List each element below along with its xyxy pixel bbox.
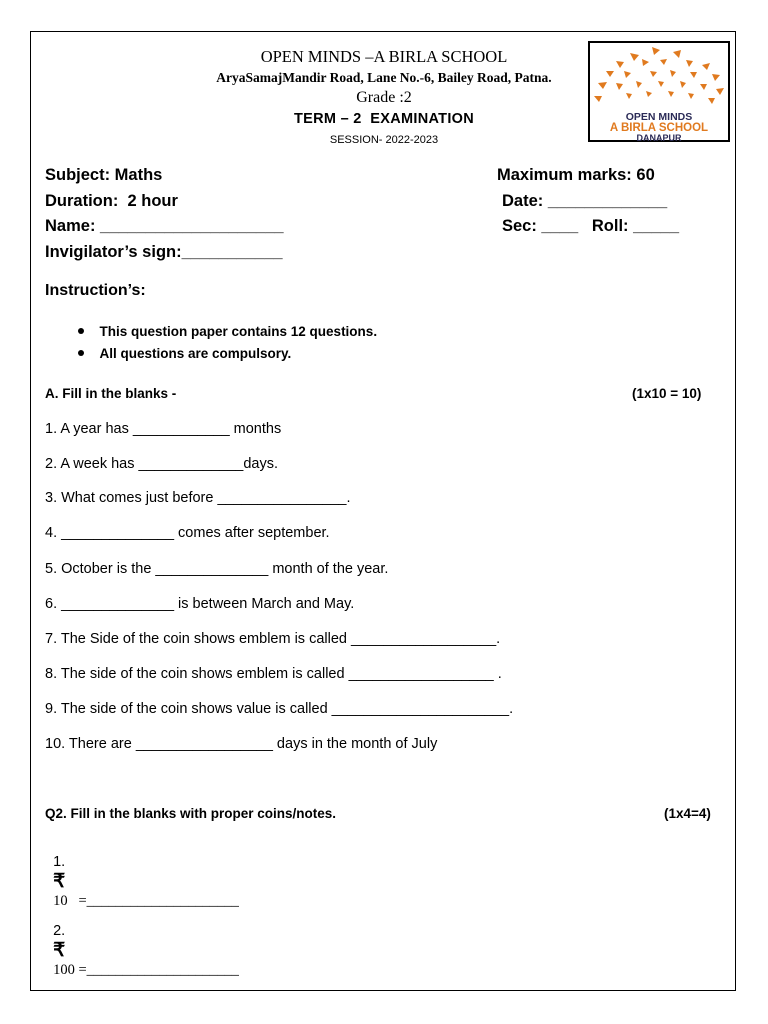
rupee-icon: ₹: [53, 871, 66, 892]
session-label: SESSION- 2022-2023: [329, 134, 439, 146]
question-item: 10. There are _________________ days in the month of July: [45, 736, 438, 752]
q2-item-amount: 10 =_____________________: [53, 893, 239, 909]
section-q2-marks: (1x4=4): [664, 806, 711, 821]
invigilator-sign-field: Invigilator’s sign:___________: [45, 243, 283, 261]
logo-text-line2: A BIRLA SCHOOL: [609, 122, 709, 134]
question-item: 3. What comes just before ________________.: [45, 490, 351, 506]
school-logo: [588, 41, 730, 142]
exam-title: TERM – 2 EXAMINATION: [293, 111, 475, 127]
question-item: 1. A year has ____________ months: [45, 421, 282, 437]
subject-label: Subject: Maths: [45, 166, 163, 184]
instruction-item: [70, 331, 291, 361]
question-item: 7. The Side of the coin shows emblem is called __________________.: [45, 631, 501, 647]
duration-label: Duration: 2 hour: [45, 192, 178, 210]
question-item: 8. The side of the coin shows emblem is called __________________ .: [45, 666, 502, 682]
section-q2-title: Q2. Fill in the blanks with proper coins/notes.: [45, 806, 337, 821]
question-item: 2. A week has _____________days.: [45, 456, 278, 472]
section-a-marks: (1x10 = 10): [632, 386, 702, 401]
logo-text-line1: OPEN MINDS: [625, 111, 693, 123]
q2-item: [45, 907, 239, 979]
question-item: 6. ______________ is between March and May.: [45, 596, 355, 612]
grade-label: Grade :2: [356, 89, 412, 106]
q2-item-amount: 100 =_____________________: [53, 962, 239, 978]
instruction-text: This question paper contains 12 questions.: [99, 324, 378, 339]
question-item: 4. ______________ comes after september.: [45, 525, 330, 541]
school-address: AryaSamajMandir Road, Lane No.-6, Bailey Road, Patna.: [216, 70, 552, 85]
bullet-icon: [78, 350, 84, 356]
section-a-title: A. Fill in the blanks -: [45, 386, 177, 401]
instructions-title: Instruction’s:: [45, 282, 146, 299]
logo-text-line3: DANAPUR: [636, 133, 682, 143]
school-name: OPEN MINDS –A BIRLA SCHOOL: [260, 47, 508, 66]
birds-logo-icon: [590, 43, 728, 113]
instruction-text: All questions are compulsory.: [99, 346, 292, 361]
q2-item-number: 1.: [53, 854, 66, 870]
question-item: 9. The side of the coin shows value is called ______________________.: [45, 701, 514, 717]
sec-roll-field: Sec: ____ Roll: _____: [502, 217, 680, 235]
q2-item-number: 2.: [53, 923, 66, 939]
name-field: Name: ____________________: [45, 217, 284, 235]
q2-item: [45, 838, 239, 910]
max-marks-label: Maximum marks: 60: [497, 166, 655, 184]
rupee-icon: ₹: [53, 940, 66, 961]
question-item: 5. October is the ______________ month of the year.: [45, 561, 389, 577]
date-field: Date: _____________: [502, 192, 668, 210]
